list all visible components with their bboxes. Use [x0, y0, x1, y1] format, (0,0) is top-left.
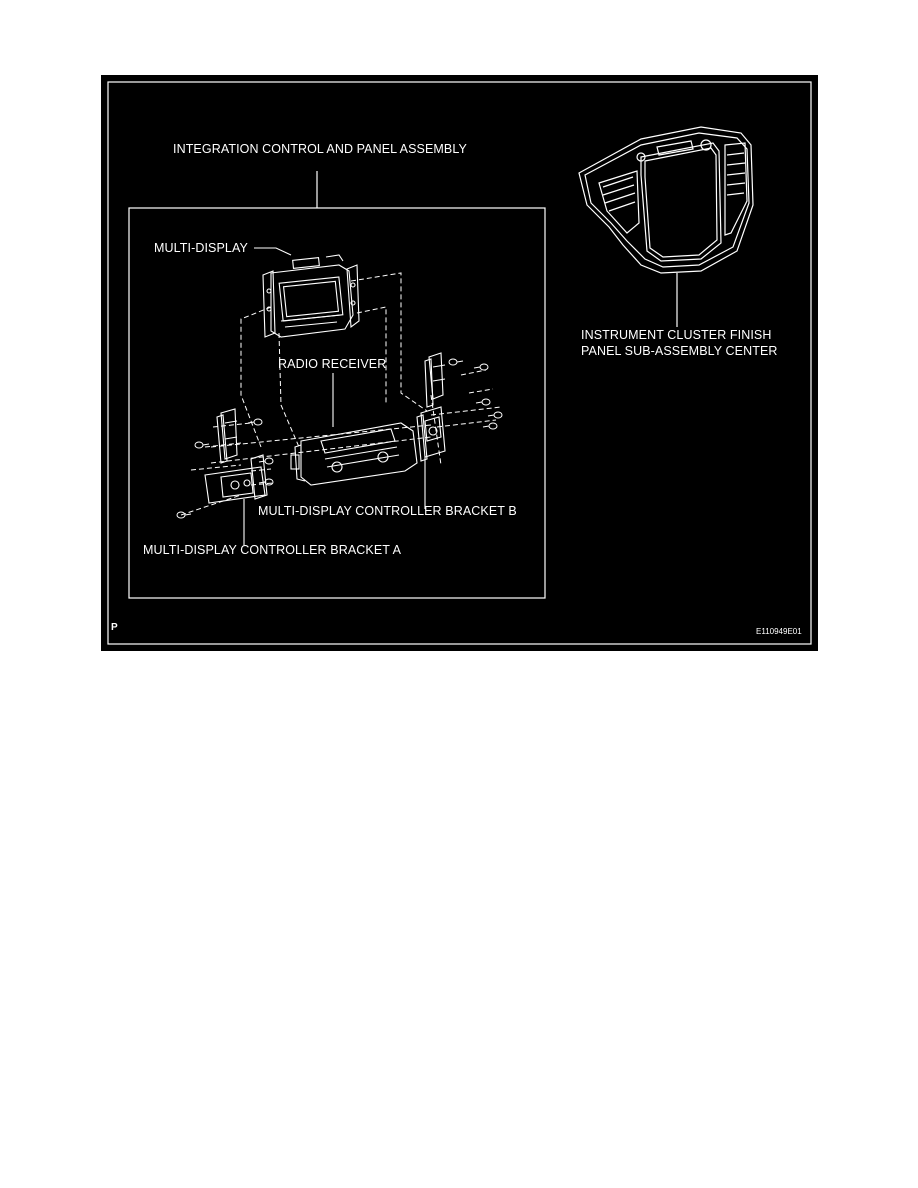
diagram-drawing [101, 75, 818, 651]
bracket-b-drawing [417, 407, 445, 461]
multi-display-label: MULTI-DISPLAY [154, 241, 248, 255]
dashed-assembly-lines [181, 273, 501, 515]
finish-panel-drawing [579, 127, 753, 273]
left-upper-bracket-drawing [217, 409, 237, 463]
radio-receiver-label: RADIO RECEIVER [278, 357, 387, 371]
corner-mark: P [111, 622, 118, 633]
finish-panel-label-line2: PANEL SUB-ASSEMBLY CENTER [581, 344, 778, 358]
bracket-a-label: MULTI-DISPLAY CONTROLLER BRACKET A [143, 543, 402, 557]
radio-receiver-drawing [291, 423, 417, 485]
multi-display-drawing [263, 255, 359, 337]
finish-panel-label-line1: INSTRUMENT CLUSTER FINISH [581, 328, 772, 342]
right-upper-bracket-drawing [425, 353, 445, 407]
outer-frame [108, 82, 811, 644]
bracket-b-label: MULTI-DISPLAY CONTROLLER BRACKET B [258, 504, 517, 518]
diagram-figure [101, 75, 818, 651]
assembly-label: INTEGRATION CONTROL AND PANEL ASSEMBLY [173, 142, 467, 156]
figure-code: E110949E01 [756, 627, 802, 636]
